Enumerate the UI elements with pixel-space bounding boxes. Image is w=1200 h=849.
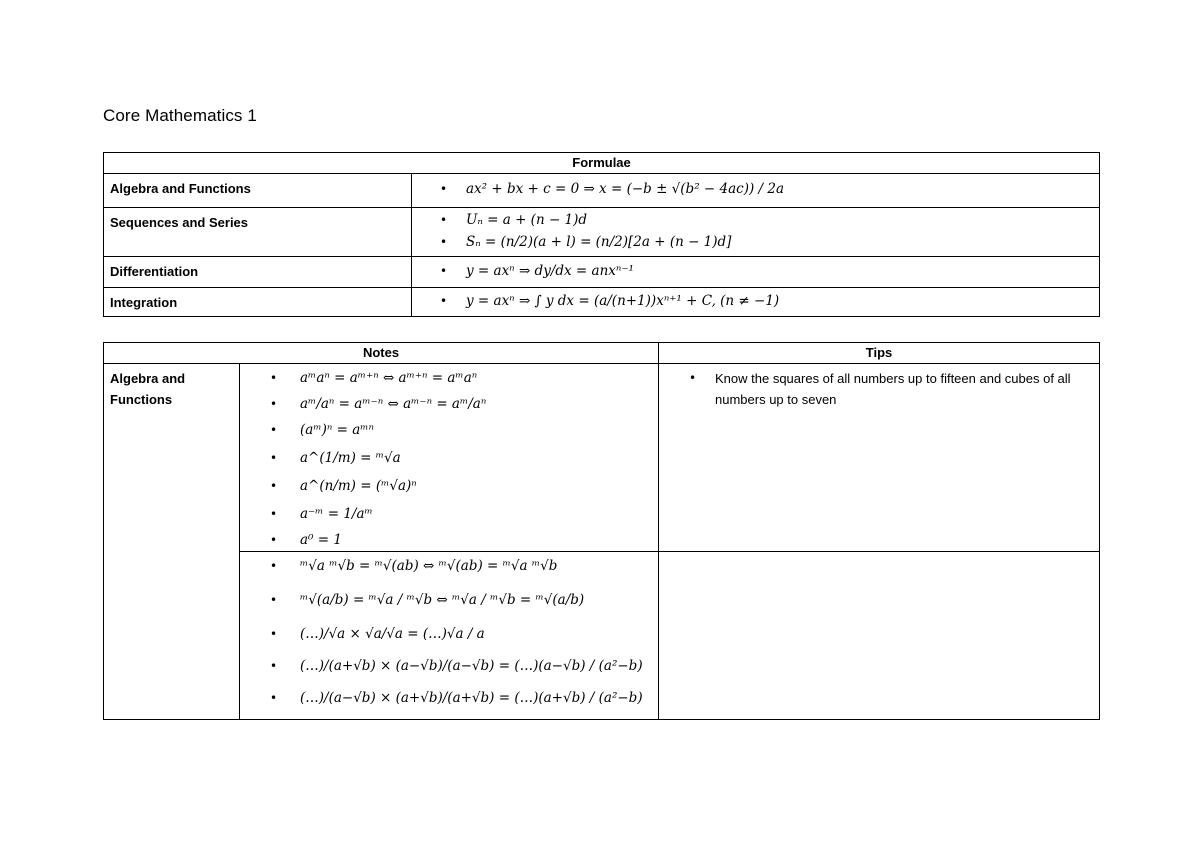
tip-item: • Know the squares of all numbers up to fifteen and cubes of all numbers up to seven <box>689 368 1099 410</box>
surds-item: • (…)/(a+√b) × (a−√b)/(a−√b) = (…)(a−√b) / (a²−b) <box>272 655 658 677</box>
row-label-algebra: Algebra and Functions <box>104 174 412 208</box>
notes-tips-table <box>103 342 1100 720</box>
indices-item: • a^(1/m) = ᵐ√a <box>272 447 658 469</box>
row-label-integration: Integration <box>104 288 412 317</box>
surds-cell <box>240 552 659 720</box>
formulae-header: Formulae <box>104 153 1100 174</box>
indices-item: • a⁰ = 1 <box>272 529 658 551</box>
tips-empty-cell <box>659 552 1100 720</box>
surds-item: • (…)/(a−√b) × (a+√b)/(a+√b) = (…)(a+√b) / (a²−b) <box>272 687 658 709</box>
row-label-sequences: Sequences and Series <box>104 208 412 257</box>
indices-item: • a⁻ᵐ = 1/aᵐ <box>272 503 658 525</box>
surds-item: • ᵐ√(a/b) = ᵐ√a / ᵐ√b ⇔ ᵐ√a / ᵐ√b = ᵐ√(a/b) <box>272 589 658 611</box>
tips-header: Tips <box>659 343 1100 364</box>
formula-item: • Sₙ = (n/2)(a + l) = (n/2)[2a + (n − 1)d] <box>442 231 1099 253</box>
formula-cell-differentiation <box>412 257 1100 288</box>
notes-header: Notes <box>104 343 659 364</box>
notes-section-label-text: Algebra and Functions <box>110 371 186 407</box>
formula-cell-integration <box>412 288 1100 317</box>
surds-item: • (…)/√a × √a/√a = (…)√a / a <box>272 623 658 645</box>
formulae-table <box>103 152 1100 317</box>
indices-item: • (aᵐ)ⁿ = aᵐⁿ <box>272 419 658 441</box>
tips-cell <box>659 364 1100 552</box>
indices-item: • a^(n/m) = (ᵐ√a)ⁿ <box>272 475 658 497</box>
page-title: Core Mathematics 1 <box>103 106 257 125</box>
formula-item: • y = axⁿ ⇒ ∫ y dx = (a/(n+1))xⁿ⁺¹ + C, (n ≠ −1) <box>442 290 1099 312</box>
formula-cell-sequences <box>412 208 1100 257</box>
indices-item: • aᵐaⁿ = aᵐ⁺ⁿ ⇔ aᵐ⁺ⁿ = aᵐaⁿ <box>272 367 658 389</box>
row-label-differentiation: Differentiation <box>104 257 412 288</box>
notes-section-label <box>104 364 240 720</box>
formula-cell-algebra <box>412 174 1100 208</box>
formula-item: • y = axⁿ ⇒ dy/dx = anxⁿ⁻¹ <box>442 260 1099 282</box>
surds-item: • ᵐ√a ᵐ√b = ᵐ√(ab) ⇔ ᵐ√(ab) = ᵐ√a ᵐ√b <box>272 555 658 577</box>
indices-item: • aᵐ/aⁿ = aᵐ⁻ⁿ ⇔ aᵐ⁻ⁿ = aᵐ/aⁿ <box>272 393 658 415</box>
formula-item: • ax² + bx + c = 0 ⇒ x = (−b ± √(b² − 4ac)) / 2a <box>442 178 1099 200</box>
indices-cell <box>240 364 659 552</box>
formula-item: • Uₙ = a + (n − 1)d <box>442 209 1099 231</box>
